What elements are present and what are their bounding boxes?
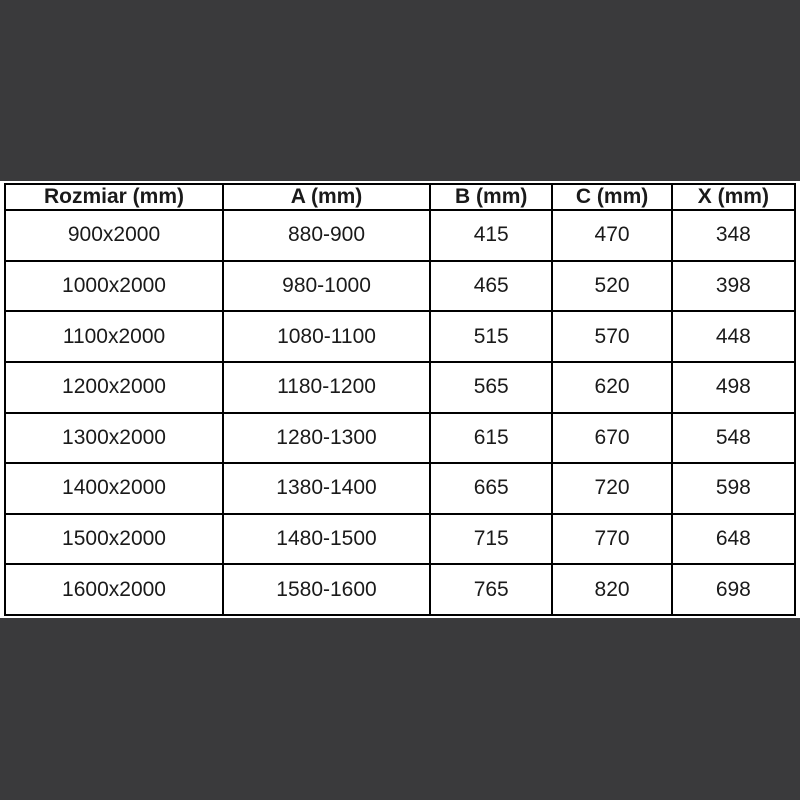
table-cell: 570 xyxy=(552,311,671,362)
table-cell: 1500x2000 xyxy=(5,514,223,565)
table-row xyxy=(5,311,795,362)
table-row xyxy=(5,564,795,615)
table-cell: 1400x2000 xyxy=(5,463,223,514)
table-cell: 415 xyxy=(430,210,552,261)
table-cell: 715 xyxy=(430,514,552,565)
table-band xyxy=(0,181,800,618)
table-cell: 1580-1600 xyxy=(223,564,430,615)
table-cell: 398 xyxy=(672,261,795,312)
table-cell: 1280-1300 xyxy=(223,413,430,464)
table-header xyxy=(5,184,795,210)
table-cell: 670 xyxy=(552,413,671,464)
table-cell: 648 xyxy=(672,514,795,565)
table-cell: 598 xyxy=(672,463,795,514)
table-cell: 880-900 xyxy=(223,210,430,261)
table-cell: 765 xyxy=(430,564,552,615)
table-cell: 820 xyxy=(552,564,671,615)
table-cell: 720 xyxy=(552,463,671,514)
table-row xyxy=(5,463,795,514)
table-cell: 470 xyxy=(552,210,671,261)
table-cell: 348 xyxy=(672,210,795,261)
table-header-cell: C (mm) xyxy=(552,184,671,210)
table-cell: 1080-1100 xyxy=(223,311,430,362)
table-cell: 515 xyxy=(430,311,552,362)
table-cell: 498 xyxy=(672,362,795,413)
table-row xyxy=(5,261,795,312)
table-header-cell: Rozmiar (mm) xyxy=(5,184,223,210)
table-row xyxy=(5,514,795,565)
table-cell: 565 xyxy=(430,362,552,413)
table-cell: 698 xyxy=(672,564,795,615)
table-cell: 1180-1200 xyxy=(223,362,430,413)
table-cell: 548 xyxy=(672,413,795,464)
table-cell: 900x2000 xyxy=(5,210,223,261)
size-table xyxy=(4,183,796,616)
table-header-row xyxy=(5,184,795,210)
table-cell: 1000x2000 xyxy=(5,261,223,312)
table-cell: 1300x2000 xyxy=(5,413,223,464)
table-cell: 1600x2000 xyxy=(5,564,223,615)
table-header-cell: X (mm) xyxy=(672,184,795,210)
table-cell: 1200x2000 xyxy=(5,362,223,413)
table-cell: 980-1000 xyxy=(223,261,430,312)
table-cell: 1100x2000 xyxy=(5,311,223,362)
table-cell: 770 xyxy=(552,514,671,565)
table-cell: 665 xyxy=(430,463,552,514)
table-row xyxy=(5,362,795,413)
table-cell: 620 xyxy=(552,362,671,413)
table-cell: 520 xyxy=(552,261,671,312)
table-cell: 1480-1500 xyxy=(223,514,430,565)
table-row xyxy=(5,210,795,261)
table-header-cell: A (mm) xyxy=(223,184,430,210)
table-row xyxy=(5,413,795,464)
table-cell: 1380-1400 xyxy=(223,463,430,514)
table-body xyxy=(5,210,795,615)
table-header-cell: B (mm) xyxy=(430,184,552,210)
table-cell: 448 xyxy=(672,311,795,362)
table-cell: 615 xyxy=(430,413,552,464)
table-cell: 465 xyxy=(430,261,552,312)
